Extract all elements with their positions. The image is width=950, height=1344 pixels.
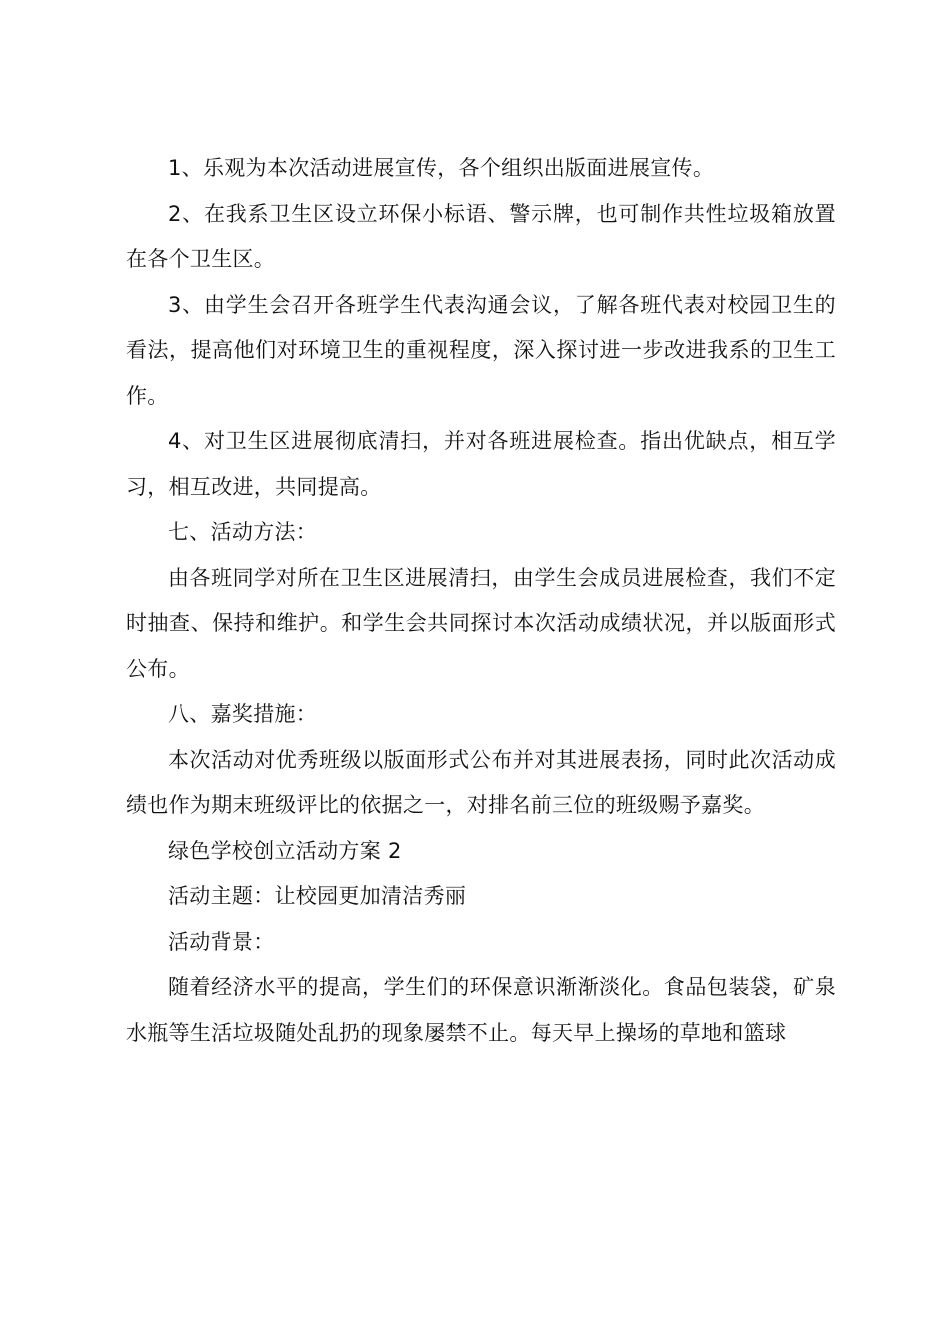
paragraph-item-1: 1、乐观为本次活动进展宣传，各个组织出版面进展宣传。	[168, 156, 715, 180]
methods-paragraph: 由各班同学对所在卫生区进展清扫，由学生会成员进展检查，我们不定时抽查、保持和维护。和学生会共同探讨本次活动成绩状况，并以版面形式公布。	[126, 565, 836, 681]
paragraph-item-2: 2、在我系卫生区设立环保小标语、警示牌，也可制作共性垃圾箱放置在各个卫生区。	[126, 201, 836, 271]
plan-title: 绿色学校创立活动方案 2	[168, 838, 402, 863]
paragraph-item-3: 3、由学生会召开各班学生代表沟通会议，了解各班代表对校园卫生的看法，提高他们对环境卫生的重视程度，深入探讨进一步改进我系的卫生工作。	[126, 292, 836, 408]
section-heading-methods: 七、活动方法：	[168, 520, 318, 544]
activity-background-heading: 活动背景：	[168, 929, 275, 954]
activity-background-paragraph: 随着经济水平的提高，学生们的环保意识渐渐淡化。食品包装袋，矿泉水瓶等生活垃圾随处乱扔的现象屡禁不止。每天早上操场的草地和篮球	[126, 975, 836, 1045]
document-body	[126, 146, 836, 1056]
section-heading-rewards: 八、嘉奖措施：	[168, 702, 318, 726]
activity-theme: 活动主题：让校园更加清洁秀丽	[168, 884, 467, 908]
paragraph-item-4: 4、对卫生区进展彻底清扫，并对各班进展检查。指出优缺点，相互学习，相互改进，共同提高。	[126, 429, 836, 499]
rewards-paragraph: 本次活动对优秀班级以版面形式公布并对其进展表扬，同时此次活动成绩也作为期末班级评比的依据之一，对排名前三位的班级赐予嘉奖。	[126, 747, 836, 817]
